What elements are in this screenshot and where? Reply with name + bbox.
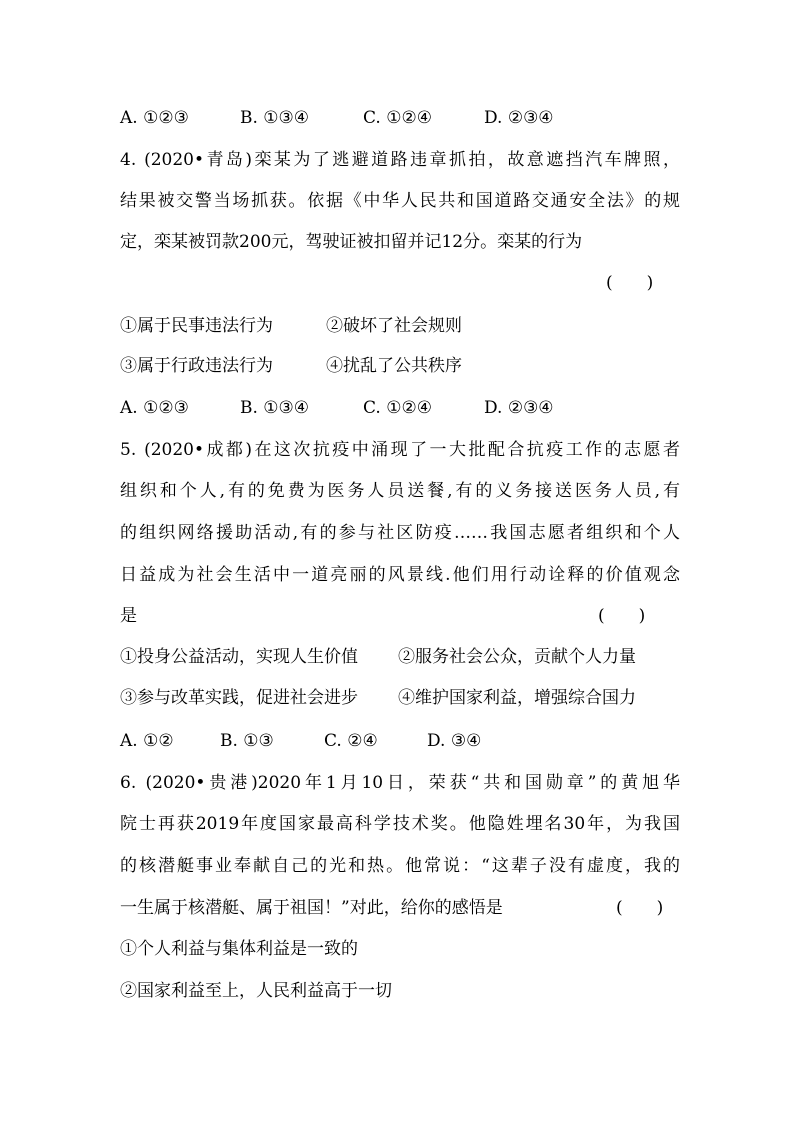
q4-statement-4: ④扰乱了公共秩序 (326, 356, 462, 376)
q5-stem-line-2: 组织和个人,有的免费为医务人员送餐,有的义务接送医务人员,有 (120, 481, 680, 501)
q6-stem-line-4: 一生属于核潜艇、属于祖国！”对此，给你的感悟是 (120, 898, 503, 918)
q4-option-b: B. ①③④ (240, 398, 310, 418)
q4-stem-line-3: 定，栾某被罚款200元，驾驶证被扣留并记12分。栾某的行为 (120, 232, 583, 252)
q4-answer-parenthesis: ( ) (606, 273, 654, 293)
q4-options (120, 393, 680, 423)
q4-statements-row-2 (120, 351, 680, 381)
q6-statement-2: ②国家利益至上，人民利益高于一切 (120, 981, 392, 1001)
q3-option-d: D. ②③④ (484, 108, 554, 128)
q5-stem-line-4: 日益成为社会生活中一道亮丽的风景线.他们用行动诠释的价值观念 (120, 565, 680, 585)
q6-stem-line-3: 的核潜艇事业奉献自己的光和热。他常说：“这辈子没有虚度，我的 (120, 856, 680, 876)
q3-option-b: B. ①③④ (240, 108, 310, 128)
q4-statement-3: ③属于行政违法行为 (120, 356, 273, 376)
q3-option-a: A. ①②③ (120, 108, 189, 128)
q6-stem-line-1: 6. (2020•贵港)2020年1月10日，荣获“共和国勋章”的黄旭华 (120, 773, 680, 793)
q5-option-c: C. ②④ (324, 731, 378, 751)
q4-statement-2: ②破坏了社会规则 (326, 316, 462, 336)
q4-stem-line-2: 结果被交警当场抓获。依据《中华人民共和国道路交通安全法》的规 (120, 191, 680, 211)
q5-statements-row-2 (120, 683, 680, 713)
q4-option-d: D. ②③④ (484, 398, 554, 418)
q3-options (120, 103, 680, 133)
q5-answer-parenthesis: ( ) (598, 606, 646, 626)
q5-option-b: B. ①③ (220, 731, 274, 751)
q4-statement-1: ①属于民事违法行为 (120, 316, 273, 336)
q3-option-c: C. ①②④ (363, 108, 432, 128)
q5-statement-2: ②服务社会公众，贡献个人力量 (398, 647, 636, 667)
q5-statements-row-1 (120, 642, 680, 672)
q5-option-d: D. ③④ (427, 731, 482, 751)
q4-statements-row-1 (120, 311, 680, 341)
q4-stem-line-1: 4. (2020•青岛)栾某为了逃避道路违章抓拍，故意遮挡汽车牌照， (120, 150, 680, 170)
q5-statement-1: ①投身公益活动，实现人生价值 (120, 647, 358, 667)
q5-option-a: A. ①② (120, 731, 174, 751)
q5-stem-line-5: 是 (120, 606, 137, 626)
q4-option-c: C. ①②④ (363, 398, 432, 418)
q6-statement-1: ①个人利益与集体利益是一致的 (120, 939, 358, 959)
q5-options (120, 726, 680, 756)
q5-stem-line-3: 的组织网络援助活动,有的参与社区防疫……我国志愿者组织和个人 (120, 523, 680, 543)
q5-statement-3: ③参与改革实践，促进社会进步 (120, 688, 358, 708)
q6-stem-line-2: 院士再获2019年度国家最高科学技术奖。他隐姓埋名30年，为我国 (120, 814, 680, 834)
q5-stem-line-1: 5. (2020•成都)在这次抗疫中涌现了一大批配合抗疫工作的志愿者 (120, 440, 680, 460)
q4-option-a: A. ①②③ (120, 398, 189, 418)
q5-statement-4: ④维护国家利益，增强综合国力 (398, 688, 636, 708)
q6-answer-parenthesis: ( ) (616, 898, 664, 918)
